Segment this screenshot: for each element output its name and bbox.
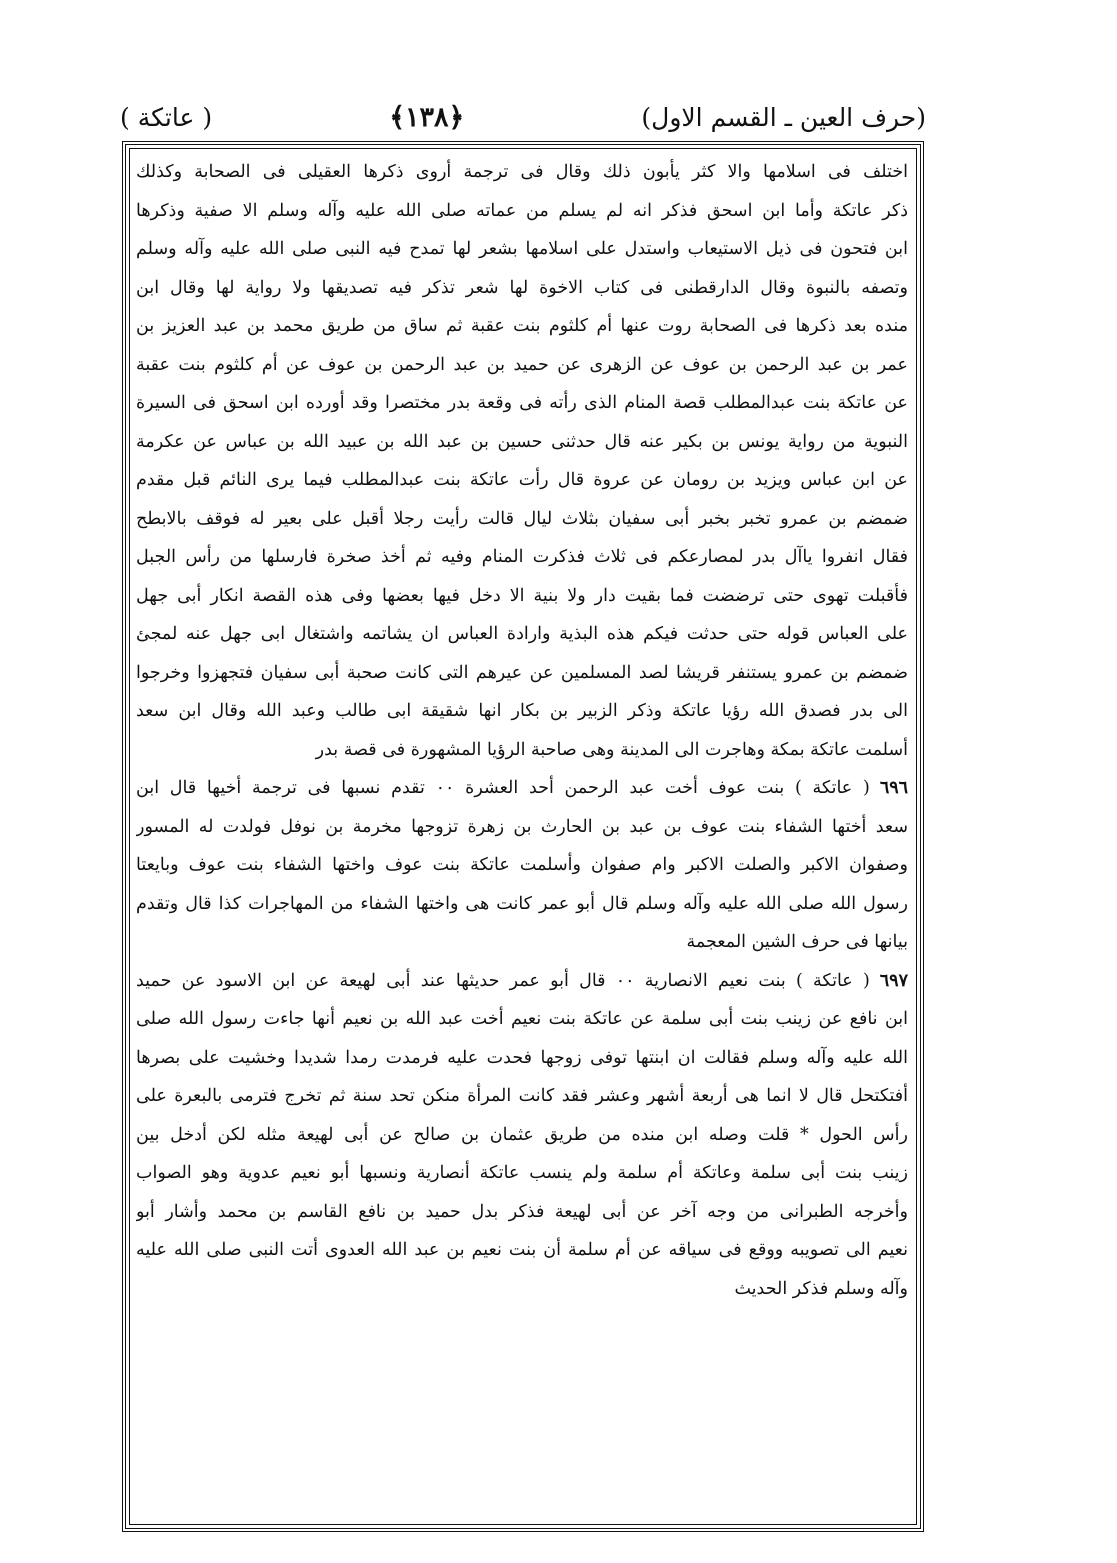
text-line: ذكر عاتكة وأما ابن اسحق فذكر انه لم يسلم من عماته صلى الله عليه وآله وسلم الا صفية وذكرها bbox=[136, 200, 908, 221]
text-line: فقال انفروا ياآل بدر لمصارعكم فى ثلاث فذكرت المنام وفيه ثم أخذ صخرة فارسلها من رأس الجبل bbox=[136, 547, 908, 567]
text-line: الى بدر فصدق الله رؤيا عاتكة وذكر الزبير بن بكار انها شقيقة ابى طالب وعبد الله وقال ابن سعد bbox=[136, 701, 908, 721]
entry-title: ( عاتكة ) bbox=[120, 102, 213, 132]
text-line: ضمضم بن عمرو يستنفر قريشا لصد المسلمين عن عيرهم التى كانت صحبة أبى سفيان فتجهزوا وخرجوا bbox=[136, 662, 908, 683]
text-line: زينب بنت أبى سلمة وعاتكة أم سلمة ولم ينسب عاتكة أنصارية ونسبها أبو نعيم عدوية وهو الصواب bbox=[136, 1163, 908, 1183]
text-line: سعد أختها الشفاء بنت عوف بن عبد بن الحارث بن زهرة تزوجها مخرمة بن نوفل فولدت له المسور bbox=[136, 816, 908, 837]
entry-line-first bbox=[136, 769, 908, 808]
text-line: رسول الله صلى الله عليه وآله وسلم قال أبو عمر كانت هى واختها الشفاء من المهاجرات كذا قال وتقدم bbox=[136, 893, 908, 914]
body-text bbox=[136, 153, 908, 1308]
text-line: النبوية من رواية يونس بن بكير عنه قال حدثنى حسين بن عبد الله بن عبيد الله بن عباس عن عكرمة bbox=[136, 431, 908, 452]
section-title: (حرف العين ـ القسم الاول) bbox=[641, 102, 926, 132]
text-line: عمر بن عبد الرحمن بن عوف عن الزهرى عن حميد بن عبد الرحمن بن عوف عن أم كلثوم بنت عقبة bbox=[136, 354, 908, 375]
text-line: منده بعد ذكرها فى الصحابة روت عنها أم كلثوم بنت عقبة ثم ساق من طريق محمد بن عبد العزيز بن bbox=[136, 316, 908, 336]
page-header bbox=[120, 92, 926, 142]
text-line: نعيم الى تصويبه ووقع فى سياقه عن أم سلمة أن بنت نعيم بن عبد الله العدوى أتت النبى صلى الله عليه bbox=[136, 1240, 908, 1260]
text-line: وصفوان الاكبر والصلت الاكبر وام صفوان وأسلمت عاتكة بنت عوف واختها الشفاء بنت عوف وبايعتا bbox=[136, 855, 908, 875]
text-line: ابن نافع عن زينب بنت أبى سلمة عن عاتكة بنت نعيم أخت عبد الله بن نعيم أنها جاءت رسول الله صلى bbox=[136, 1009, 908, 1029]
entry-text: ( عاتكة ) بنت نعيم الانصارية ٠٠ قال أبو عمر حديثها عند أبى لهيعة عن ابن الاسود عن حميد bbox=[136, 970, 870, 991]
text-line: ابن فتحون فى ذيل الاستيعاب واستدل على اسلامها بشعر لها تمدح فيه النبى صلى الله عليه وآله وسلم bbox=[136, 239, 908, 259]
text-line: على العباس قوله حتى حدثت فيكم هذه البذية وارادة العباس ان يشاتمه واشتغال ابى جهل عنه لمجئ bbox=[136, 624, 908, 644]
text-line: فأقبلت تهوى حتى ترضضت فما بقيت دار ولا بنية الا دخل فيها بعضها وفى هذه القصة انكار أبى جهل bbox=[136, 585, 908, 606]
text-line: رأس الحول * قلت وصله ابن منده من طريق عثمان بن صالح عن أبى لهيعة مثله لكن أدخل بين bbox=[136, 1124, 908, 1145]
text-line: أفتكتحل قال لا انما هى أربعة أشهر وعشر فقد كانت المرأة منكن تحد سنة ثم تخرج فترمى بالبعرة على bbox=[136, 1086, 908, 1106]
text-line: وتصفه بالنبوة وقال الدارقطنى فى كتاب الاخوة لها شعر تذكر فيه تصديقها ولا رواية لها وقال ابن bbox=[136, 277, 908, 298]
text-line: ضمضم بن عمرو تخبر بخبر أبى سفيان بثلاث ليال قالت رأيت رجلا أقبل على بعير له فوقف بالابطح bbox=[136, 508, 908, 529]
text-line: عن عاتكة بنت عبدالمطلب قصة المنام الذى رأته فى وقعة بدر مختصرا وقد أورده ابن اسحق فى السيرة bbox=[136, 393, 908, 413]
entry-text: ( عاتكة ) بنت عوف أخت عبد الرحمن أحد العشرة ٠٠ تقدم نسبها فى ترجمة أخيها قال ابن bbox=[136, 778, 870, 798]
text-line: اختلف فى اسلامها والا كثر يأبون ذلك وقال فى ترجمة أروى ذكرها العقيلى فى الصحابة وكذلك bbox=[136, 162, 908, 182]
entry-number: ٦٩٧ bbox=[879, 970, 908, 991]
text-line: أسلمت عاتكة بمكة وهاجرت الى المدينة وهى صاحبة الرؤيا المشهورة فى قصة بدر bbox=[315, 739, 908, 760]
text-line: الله عليه وآله وسلم فقالت ان ابنتها توفى زوجها فحدت عليه فرمدت رمدا شديدا وخشيت على بصرها bbox=[136, 1047, 908, 1068]
text-line: بيانها فى حرف الشين المعجمة bbox=[686, 932, 908, 952]
text-line: وأخرجه الطبرانى من وجه آخر عن أبى لهيعة فذكر بدل حميد بن نافع القاسم بن محمد وأشار أبو bbox=[136, 1201, 908, 1222]
text-line: وآله وسلم فذكر الحديث bbox=[734, 1278, 908, 1299]
entry-number: ٦٩٦ bbox=[879, 778, 908, 798]
entry-line-first bbox=[136, 962, 908, 1001]
page-number: ﴿١٣٨﴾ bbox=[389, 101, 465, 133]
text-line: عن ابن عباس ويزيد بن رومان عن عروة قال رأت عاتكة بنت عبدالمطلب فيما يرى النائم قبل مقدم bbox=[136, 470, 908, 490]
